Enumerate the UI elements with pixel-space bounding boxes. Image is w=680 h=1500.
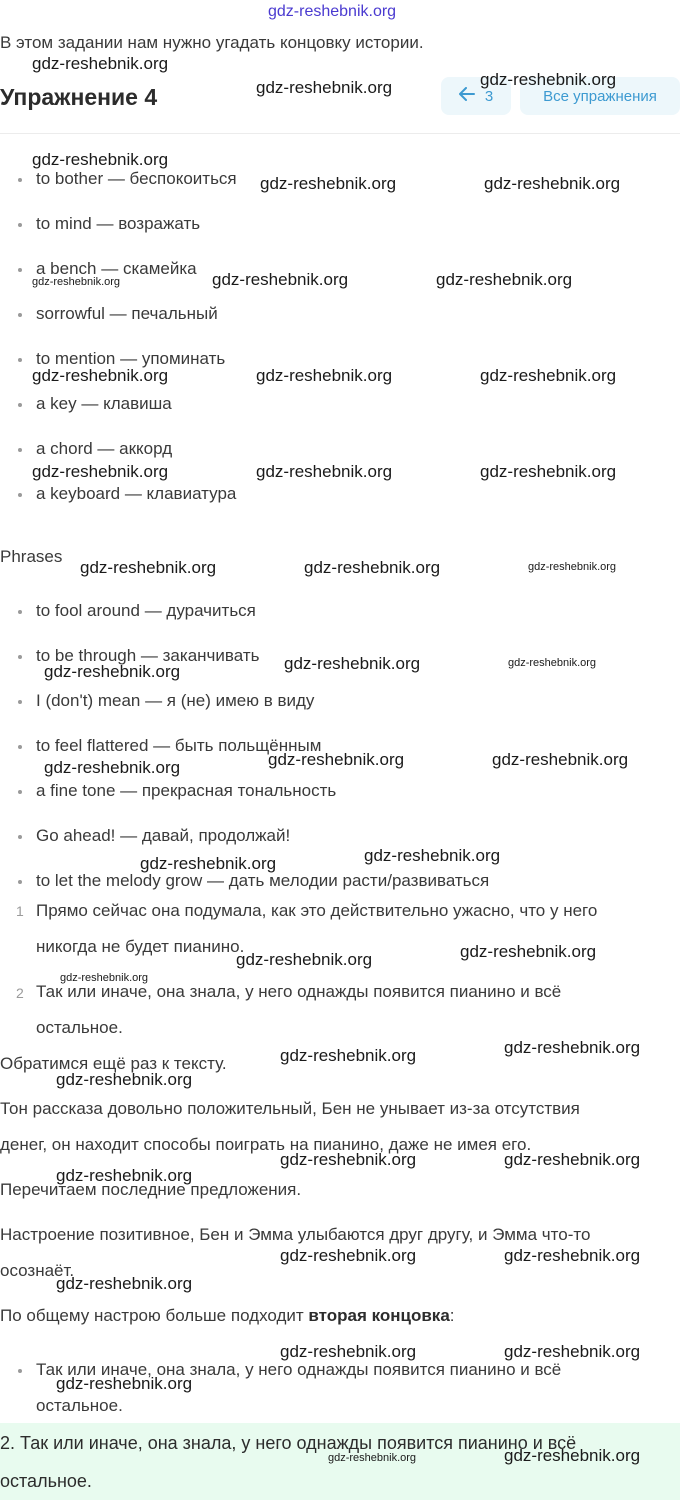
watermark: gdz-reshebnik.org — [60, 972, 149, 984]
paragraph: осознаёт. — [0, 1261, 75, 1280]
list-item: sorrowful — печальный — [36, 304, 218, 323]
watermark: gdz-reshebnik.org — [32, 366, 169, 385]
chosen-ending-line: Так или иначе, она знала, у него однажды появится пианино и всё — [36, 1360, 562, 1379]
watermark: gdz-reshebnik.org — [32, 54, 169, 73]
answer-line: 2. Так или иначе, она знала, у него однажды появится пианино и всё — [0, 1433, 577, 1453]
conclusion-paragraph — [0, 1306, 455, 1326]
watermark: gdz-reshebnik.org — [256, 78, 393, 97]
list-item: to fool around — дурачиться — [36, 601, 256, 620]
chosen-ending-line: остальное. — [36, 1396, 123, 1415]
watermark: gdz-reshebnik.org — [304, 558, 441, 577]
watermark: gdz-reshebnik.org — [56, 1166, 193, 1185]
watermark: gdz-reshebnik.org — [56, 1374, 193, 1393]
list-item: I (don't) mean — я (не) имею в виду — [36, 691, 315, 710]
bullet — [18, 1369, 22, 1373]
exercise-title: Упражнение 4 — [0, 84, 158, 110]
list-item: to feel flattered — быть польщённым — [36, 736, 322, 755]
watermark: gdz-reshebnik.org — [32, 276, 121, 288]
watermark: gdz-reshebnik.org — [504, 1446, 641, 1465]
watermark: gdz-reshebnik.org — [280, 1246, 417, 1265]
watermark: gdz-reshebnik.org — [56, 1070, 193, 1089]
list-item: Go ahead! — давай, продолжай! — [36, 826, 291, 845]
header-divider — [0, 133, 680, 134]
all-exercises-button[interactable]: Все упражнения — [520, 77, 680, 115]
ending-line: Так или иначе, она знала, у него однажды появится пианино и всё — [36, 982, 562, 1001]
paragraph: Тон рассказа довольно положительный, Бен не унывает из-за отсутствия — [0, 1099, 580, 1118]
watermark: gdz-reshebnik.org — [480, 70, 617, 89]
phrases-heading: Phrases — [0, 547, 63, 566]
bullet — [18, 313, 22, 317]
list-item: a keyboard — клавиатура — [36, 484, 237, 503]
site-watermark-top[interactable]: gdz-reshebnik.org — [268, 3, 397, 20]
paragraph: Настроение позитивное, Бен и Эмма улыбаются друг другу, и Эмма что-то — [0, 1225, 591, 1244]
watermark: gdz-reshebnik.org — [280, 1150, 417, 1169]
watermark: gdz-reshebnik.org — [436, 270, 573, 289]
watermark: gdz-reshebnik.org — [284, 654, 421, 673]
bullet — [18, 223, 22, 227]
watermark: gdz-reshebnik.org — [56, 1274, 193, 1293]
list-item: to be through — заканчивать — [36, 646, 260, 665]
watermark: gdz-reshebnik.org — [492, 750, 629, 769]
bullet — [18, 745, 22, 749]
paragraph: Обратимся ещё раз к тексту. — [0, 1054, 227, 1073]
watermark: gdz-reshebnik.org — [256, 462, 393, 481]
list-item: to let the melody grow — дать мелодии расти/развиваться — [36, 871, 490, 890]
conclusion-text: По общему настрою больше подходит — [0, 1306, 309, 1325]
bullet — [18, 655, 22, 659]
watermark: gdz-reshebnik.org — [260, 174, 397, 193]
watermark: gdz-reshebnik.org — [504, 1150, 641, 1169]
watermark: gdz-reshebnik.org — [80, 558, 217, 577]
watermark: gdz-reshebnik.org — [236, 950, 373, 969]
bullet — [18, 700, 22, 704]
watermark: gdz-reshebnik.org — [480, 462, 617, 481]
arrow-left-icon — [459, 87, 475, 105]
paragraph: денег, он находит способы поиграть на пианино, даже не имея его. — [0, 1135, 532, 1154]
watermark: gdz-reshebnik.org — [268, 750, 405, 769]
watermark: gdz-reshebnik.org — [504, 1342, 641, 1361]
watermark: gdz-reshebnik.org — [280, 1342, 417, 1361]
list-item: a fine tone — прекрасная тональность — [36, 781, 337, 800]
watermark: gdz-reshebnik.org — [32, 462, 169, 481]
bullet — [18, 268, 22, 272]
answer-line: остальное. — [0, 1471, 92, 1491]
bullet — [18, 448, 22, 452]
watermark: gdz-reshebnik.org — [280, 1046, 417, 1065]
watermark: gdz-reshebnik.org — [140, 854, 277, 873]
conclusion-bold: вторая концовка — [308, 1306, 450, 1325]
watermark: gdz-reshebnik.org — [484, 174, 621, 193]
watermark: gdz-reshebnik.org — [44, 758, 181, 777]
paragraph: Перечитаем последние предложения. — [0, 1180, 302, 1199]
list-item: to mention — упоминать — [36, 349, 226, 368]
watermark: gdz-reshebnik.org — [256, 366, 393, 385]
watermark: gdz-reshebnik.org — [504, 1246, 641, 1265]
bullet — [18, 835, 22, 839]
watermark: gdz-reshebnik.org — [32, 150, 169, 169]
watermark: gdz-reshebnik.org — [328, 1452, 417, 1464]
list-item: a chord — аккорд — [36, 439, 173, 458]
conclusion-colon: : — [449, 1306, 455, 1325]
bullet — [18, 178, 22, 182]
list-item: to bother — беспокоиться — [36, 169, 237, 188]
list-item: a bench — скамейка — [36, 259, 197, 278]
bullet — [18, 880, 22, 884]
watermark: gdz-reshebnik.org — [508, 657, 597, 669]
watermark: gdz-reshebnik.org — [460, 942, 597, 961]
watermark: gdz-reshebnik.org — [504, 1038, 641, 1057]
previous-exercise-number: 3 — [484, 87, 494, 105]
ending-number: 1 — [16, 903, 24, 919]
list-item: to mind — возражать — [36, 214, 201, 233]
watermark: gdz-reshebnik.org — [480, 366, 617, 385]
bullet — [18, 493, 22, 497]
bullet — [18, 403, 22, 407]
watermark: gdz-reshebnik.org — [44, 662, 181, 681]
ending-line: остальное. — [36, 1018, 123, 1037]
ending-line: никогда не будет пианино. — [36, 937, 245, 956]
watermark: gdz-reshebnik.org — [528, 561, 617, 573]
bullet — [18, 358, 22, 362]
intro-text: В этом задании нам нужно угадать концовку истории. — [0, 33, 424, 52]
bullet — [18, 610, 22, 614]
list-item: a key — клавиша — [36, 394, 172, 413]
watermark: gdz-reshebnik.org — [364, 846, 501, 865]
ending-line: Прямо сейчас она подумала, как это действительно ужасно, что у него — [36, 901, 598, 920]
watermark: gdz-reshebnik.org — [212, 270, 349, 289]
ending-number: 2 — [16, 985, 24, 1001]
bullet — [18, 790, 22, 794]
